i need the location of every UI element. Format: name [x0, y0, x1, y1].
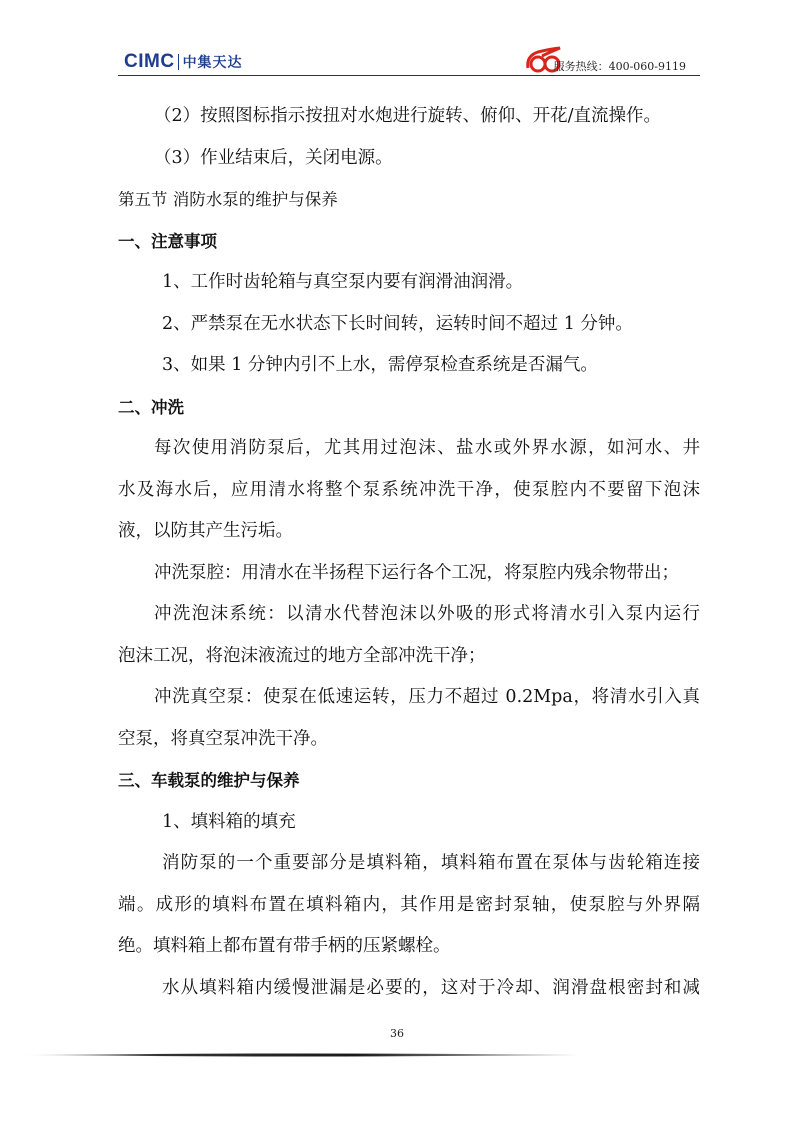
logo-text-cn: 中集天达: [182, 55, 243, 71]
paragraph-line: 1、工作时齿轮箱与真空泵内要有润滑油润滑。: [162, 272, 524, 292]
paragraph-line: 2、严禁泵在无水状态下长时间转，运转时间不超过 1 分钟。: [162, 313, 633, 334]
paragraph-line: 空泵，将真空泵冲洗干净。: [118, 728, 328, 749]
paragraph-line: 冲洗泵腔：用清水在半扬程下运行各个工况，将泵腔内残余物带出；: [154, 562, 679, 583]
paragraph-line: 液，以防其产生污垢。: [118, 521, 293, 541]
paragraph-line: 绝。填料箱上都布置有带手柄的压紧螺栓。: [118, 936, 451, 956]
paragraph-line: 冲洗真空泵：使泵在低速运转，压力不超过 0.2Mpa，将清水引入真: [154, 687, 700, 707]
section-heading: 一、注意事项: [118, 231, 217, 251]
section-title: 第五节 消防水泵的维护与保养: [118, 190, 338, 209]
paragraph-line: 水从填料箱内缓慢泄漏是必要的，这对于冷却、润滑盘根密封和减: [162, 977, 700, 998]
logo-text-en: CIMC: [124, 51, 175, 72]
paragraph-line: 1、填料箱的填充: [162, 811, 296, 832]
paragraph-line: 冲洗泡沫系统：以清水代替泡沫以外吸的形式将清水引入泵内运行: [154, 604, 700, 624]
section-heading: 三、车载泵的维护与保养: [118, 771, 300, 790]
logo-divider: [178, 54, 179, 70]
paragraph-line: （2）按照图标指示按扭对水炮进行旋转、俯仰、开花/直流操作。: [154, 106, 662, 126]
paragraph-line: 3、如果 1 分钟内引不上水，需停泵检查系统是否漏气。: [162, 355, 598, 375]
paragraph-line: 消防泵的一个重要部分是填料箱，填料箱布置在泵体与齿轮箱连接: [162, 853, 700, 873]
paragraph-line: （3）作业结束后，关闭电源。: [154, 147, 393, 168]
document-body: [118, 96, 700, 1009]
cimc-logo: [124, 51, 243, 73]
paragraph-line: 水及海水后，应用清水将整个泵系统冲洗干净，使泵腔内不要留下泡沫: [118, 479, 700, 500]
footer-divider: [20, 1052, 580, 1058]
section-heading: 二、冲洗: [118, 397, 184, 417]
service-hotline: 服务热线：400-060-9119: [553, 60, 686, 73]
page-number: 36: [390, 1027, 404, 1040]
paragraph-line: 端。成形的填料布置在填料箱内，其作用是密封泵轴，使泵腔与外界隔: [118, 894, 700, 915]
paragraph-line: 每次使用消防泵后，尤其用过泡沫、盐水或外界水源，如河水、井: [154, 438, 700, 458]
page-header: [118, 46, 700, 76]
paragraph-line: 泡沫工况，将泡沫液流过的地方全部冲洗干净；: [118, 645, 486, 666]
header-divider: [118, 75, 700, 76]
